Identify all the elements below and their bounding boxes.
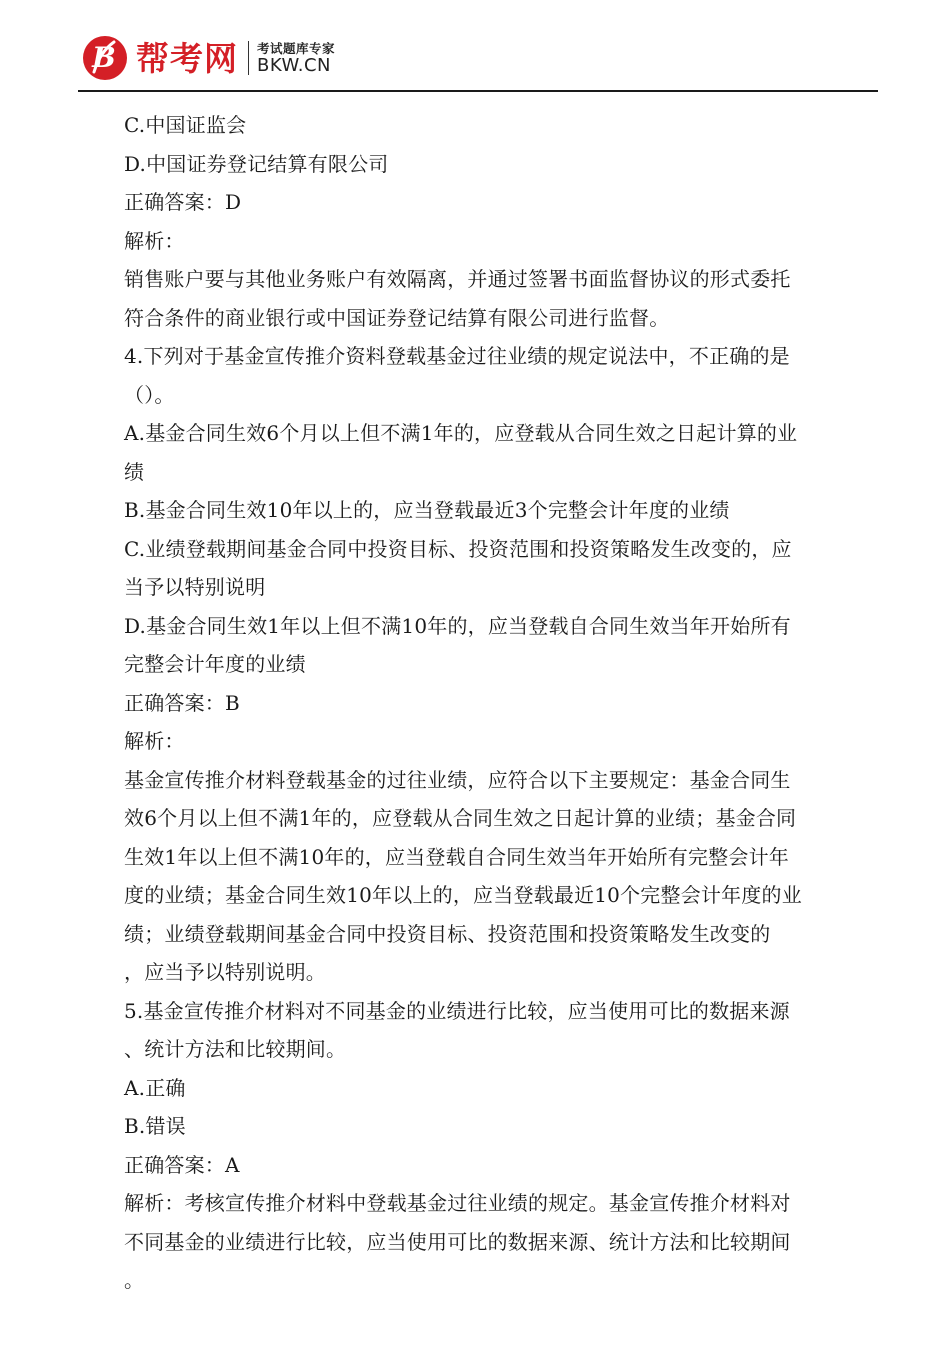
analysis-heading: 解析： [124,228,185,253]
logo-divider [248,41,249,75]
option-line: A.正确 [124,1075,186,1100]
option-line: B.错误 [124,1114,186,1138]
question-text: 4.下列对于基金宣传推介资料登载基金过往业绩的规定说法中，不正确的是 [124,344,790,368]
answer-line: 正确答案：B [124,690,240,715]
analysis-text: 度的业绩；基金合同生效10年以上的，应当登载最近10个完整会计年度的业 [124,883,802,907]
option-line: C.中国证监会 [124,113,247,137]
analysis-text: 基金宣传推介材料登载基金的过往业绩，应符合以下主要规定：基金合同生 [124,767,791,792]
option-line: D.基金合同生效1年以上但不满10年的，应当登载自合同生效当年开始所有 [124,613,791,638]
site-logo[interactable] [80,34,335,82]
question-text: （）。 [124,382,175,407]
analysis-text: 符合条件的商业银行或中国证券登记结算有限公司进行监督。 [124,305,670,330]
analysis-text: ，应当予以特别说明。 [124,960,326,984]
option-line: 绩 [124,459,145,484]
option-line: C.业绩登载期间基金合同中投资目标、投资范围和投资策略发生改变的，应 [124,536,792,561]
analysis-text: 不同基金的业绩进行比较，应当使用可比的数据来源、统计方法和比较期间 [124,1229,791,1254]
document-body [124,106,864,1300]
option-line: D.中国证券登记结算有限公司 [124,151,389,176]
analysis-text: 解析：考核宣传推介材料中登载基金过往业绩的规定。基金宣传推介材料对 [124,1191,791,1215]
page-header [0,0,950,92]
logo-slogan: 考试题库专家 [257,41,336,56]
analysis-heading: 解析： [124,729,185,753]
logo-name: 帮考网 [136,38,238,78]
option-line: 完整会计年度的业绩 [124,652,306,676]
header-divider [78,90,878,92]
analysis-text: 销售账户要与其他业务账户有效隔离，并通过签署书面监督协议的形式委托 [124,267,791,291]
logo-b-icon [80,34,130,82]
answer-line: 正确答案：A [124,1152,240,1177]
logo-tagline [257,41,335,75]
option-line: A.基金合同生效6个月以上但不满1年的，应登载从合同生效之日起计算的业 [124,421,798,445]
option-line: B.基金合同生效10年以上的，应当登载最近3个完整会计年度的业绩 [124,498,730,522]
question-text: 、统计方法和比较期间。 [124,1037,347,1061]
analysis-text: 效6个月以上但不满1年的，应登载从合同生效之日起计算的业绩；基金合同 [124,806,797,830]
analysis-text: 。 [124,1268,145,1292]
question-text: 5.基金宣传推介材料对不同基金的业绩进行比较，应当使用可比的数据来源 [124,998,790,1023]
analysis-text: 生效1年以上但不满10年的，应当登载自合同生效当年开始所有完整会计年 [124,844,789,869]
analysis-text: 绩；业绩登载期间基金合同中投资目标、投资范围和投资策略发生改变的 [124,921,771,946]
logo-domain: BKW.CN [257,55,331,76]
logo-mark-letter: B [92,41,116,74]
option-line: 当予以特别说明 [124,575,266,599]
answer-line: 正确答案：D [124,190,242,214]
